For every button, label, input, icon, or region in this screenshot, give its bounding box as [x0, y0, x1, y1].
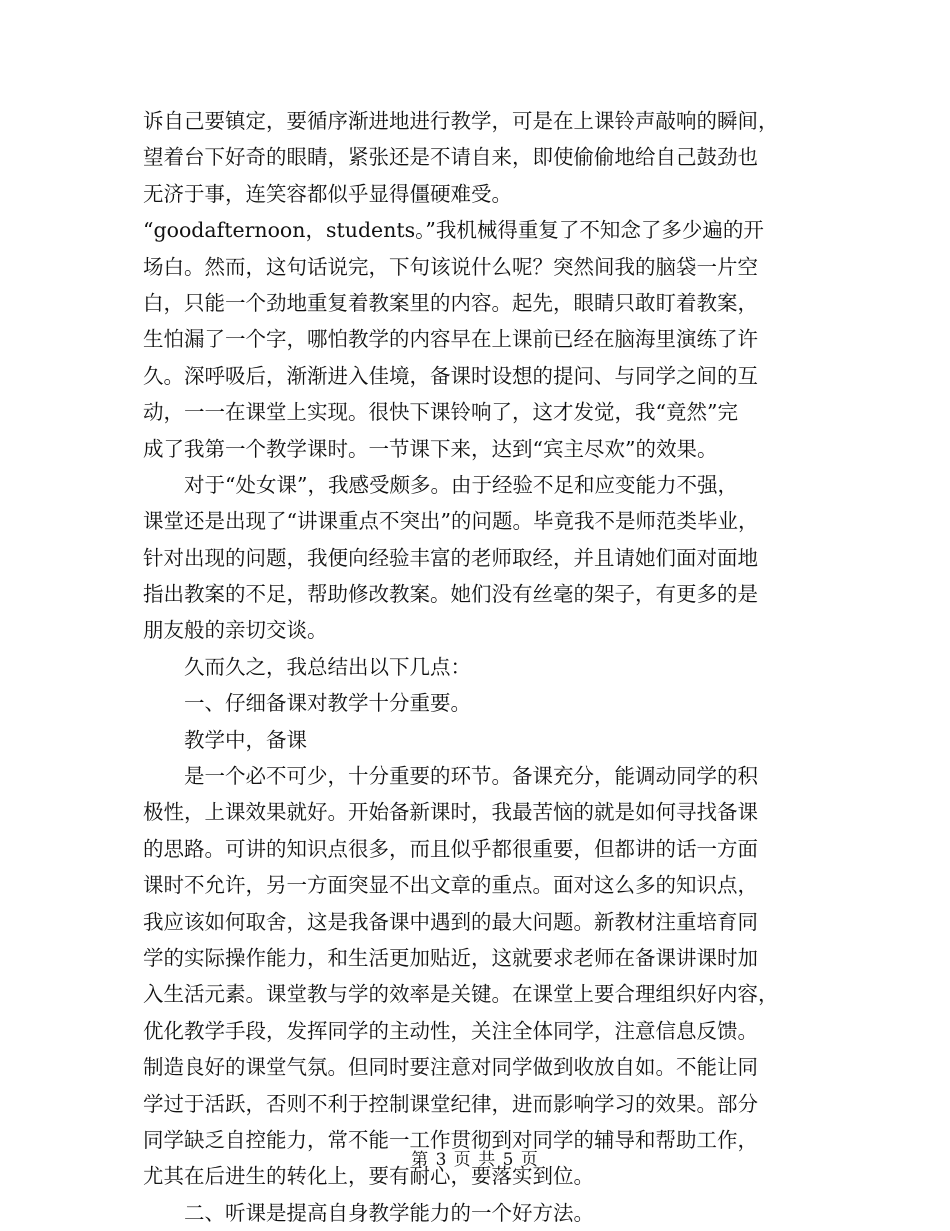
text-line: 优化教学手段，发挥同学的主动性，关注全体同学，注意信息反馈。: [143, 1018, 758, 1043]
text-line: 同学缺乏自控能力，常不能一工作贯彻到对同学的辅导和帮助工作，: [143, 1127, 758, 1152]
text-line: 是一个必不可少，十分重要的环节。备课充分，能调动同学的积: [143, 764, 758, 789]
text-line: 一、仔细备课对教学十分重要。: [143, 691, 471, 716]
text-line: 我应该如何取舍，这是我备课中遇到的最大问题。新教材注重培育同: [143, 909, 758, 934]
text-line: 望着台下好奇的眼睛，紧张还是不请自来，即使偷偷地给自己鼓劲也: [143, 145, 758, 170]
text-line: 二、听课是提高自身教学能力的一个好方法。: [143, 1200, 594, 1225]
text-line: 诉自己要镇定，要循序渐进地进行教学，可是在上课铃声敲响的瞬间，: [143, 109, 779, 133]
text-line: 朋友般的亲切交谈。: [143, 618, 328, 643]
text-line: 成了我第一个教学课时。一节课下来，达到“宾主尽欢”的效果。: [143, 436, 718, 461]
text-line: 对于“处女课”，我感受颇多。由于经验不足和应变能力不强，: [143, 472, 738, 497]
page-footer: 第 3 页 共 5 页: [411, 1150, 539, 1170]
text-line: 学过于活跃，否则不利于控制课堂纪律，进而影响学习的效果。部分: [143, 1091, 758, 1116]
text-line: 学的实际操作能力，和生活更加贴近，这就要求老师在备课讲课时加: [143, 945, 758, 970]
text-line: 入生活元素。课堂教与学的效率是关键。在课堂上要合理组织好内容，: [143, 982, 779, 1007]
text-line: 久。深呼吸后，渐渐进入佳境，备课时设想的提问、与同学之间的互: [143, 363, 758, 388]
text-line: 教学中，备课: [143, 727, 307, 752]
text-line: 极性，上课效果就好。开始备新课时，我最苦恼的就是如何寻找备课: [143, 800, 758, 825]
text-line: “goodafternoon，students。”我机械得重复了不知念了多少遍的开: [143, 218, 764, 243]
text-line: 课时不允许，另一方面突显不出文章的重点。面对这么多的知识点，: [143, 873, 758, 898]
text-line: 课堂还是出现了“讲课重点不突出”的问题。毕竟我不是师范类毕业，: [143, 509, 759, 534]
text-line: 生怕漏了一个字，哪怕教学的内容早在上课前已经在脑海里演练了许: [143, 327, 758, 352]
text-line: 针对出现的问题，我便向经验丰富的老师取经，并且请她们面对面地: [143, 545, 758, 570]
text-line: 指出教案的不足，帮助修改教案。她们没有丝毫的架子，有更多的是: [143, 582, 758, 607]
text-line: 白，只能一个劲地重复着教案里的内容。起先，眼睛只敢盯着教案，: [143, 290, 758, 315]
text-line: 场白。然而，这句话说完，下句该说什么呢？突然间我的脑袋一片空: [143, 254, 758, 279]
text-line: 动，一一在课堂上实现。很快下课铃响了，这才发觉，我“竟然”完: [143, 400, 738, 425]
text-line: 的思路。可讲的知识点很多，而且似乎都很重要，但都讲的话一方面: [143, 836, 758, 861]
text-line: 无济于事，连笑容都似乎显得僵硬难受。: [143, 181, 512, 206]
text-line: 尤其在后进生的转化上，要有耐心，要落实到位。: [143, 1164, 594, 1189]
text-line: 久而久之，我总结出以下几点：: [143, 654, 471, 679]
text-line: 制造良好的课堂气氛。但同时要注意对同学做到收放自如。不能让同: [143, 1055, 758, 1080]
body-text: [143, 103, 809, 1231]
